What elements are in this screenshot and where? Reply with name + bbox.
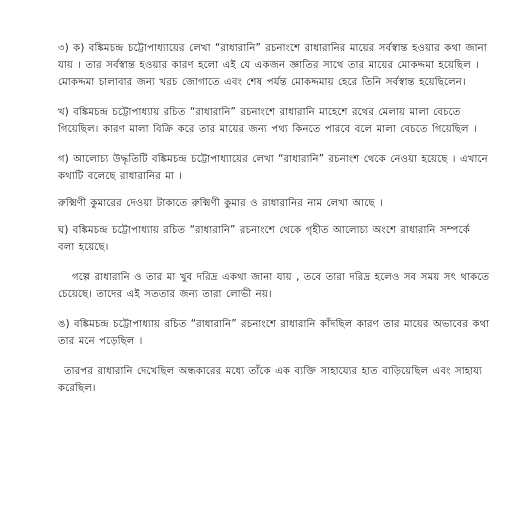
answer-uma: ঙ) বঙ্কিমচন্দ্র চট্টোপাধ্যায় রচিত “রাধারানি” রচনাংশে রাধারানি কাঁদছিল কারণ তার মায়ের অভাবের কথা তার মনে পড়েছিল । [58,319,490,347]
answer-gha-body: গল্পে রাধারানি ও তার মা খুব দরিদ্র একথা জানা যায় , তবে তারা দরিদ্র হলেও সব সময় সৎ থাকতে চেয়েছে। তাদের এই সততার জন্য তারা লোভী নয়। [58,272,490,300]
answer-ga: গ) আলোচ্য উদ্ধৃতিটি বঙ্কিমচন্দ্র চট্টোপাধ্যায়ের লেখা “রাধারানি” রচনাংশ থেকে নেওয়া হয়েছে । এখানে কথাটি বলেছে রাধারানির মা । [58,154,488,182]
answer-ga-note: রুক্মিণী কুমারের দেওয়া টাকাতে রুক্মিণী কুমার ও রাধারানির নাম লেখা আছে । [58,198,383,209]
answer-document [58,40,490,410]
answer-gha: ঘ) বঙ্কিমচন্দ্র চট্টোপাধ্যায় রচিত “রাধারানি” রচনাংশে থেকে গৃহীত আলোচ্য অংশে রাধারানি সম্পর্কে বলা হয়েছে। [58,225,471,253]
answer-kha: খ) বঙ্কিমচন্দ্র চট্টোপাধ্যায় রচিত “রাধারানি” রচনাংশে রাধারানি মাহেশে রথের মেলায় মালা বেচতে গিয়েছিল। কারণ মালা বিক্রি করে তার মায়ের জন্য পথ্য কিনতে পারবে বলে মালা বেচতে গিয়েছিল । [58,107,477,135]
answer-3-ka: ৩) ক) বঙ্কিমচন্দ্র চট্টোপাধ্যায়ের লেখা “রাধারানি” রচনাংশে রাধারানির মায়ের সর্বস্বান্ত হওয়ার কথা জানা যায় । তার সর্বস্বান্ত হওয়ার কারণ হলো এই যে একজন জ্ঞাতির সাথে তার মায়ের মোকদ্দমা হয়েছিল । মোকদ্দমা চালাবার জন্য খরচ জোগাতে এবং শেষ পর্যন্ত মোকদ্দমায় হেরে তিনি সর্বস্বান্ত হয়েছিলেন। [58,43,487,88]
answer-uma-body: তারপর রাধারানি দেখেছিল অন্ধকারের মধ্যে তাঁকে এক ব্যক্তি সাহায্যের হাত বাড়িয়েছিল এবং সাহায্য করেছিল। [58,366,483,394]
